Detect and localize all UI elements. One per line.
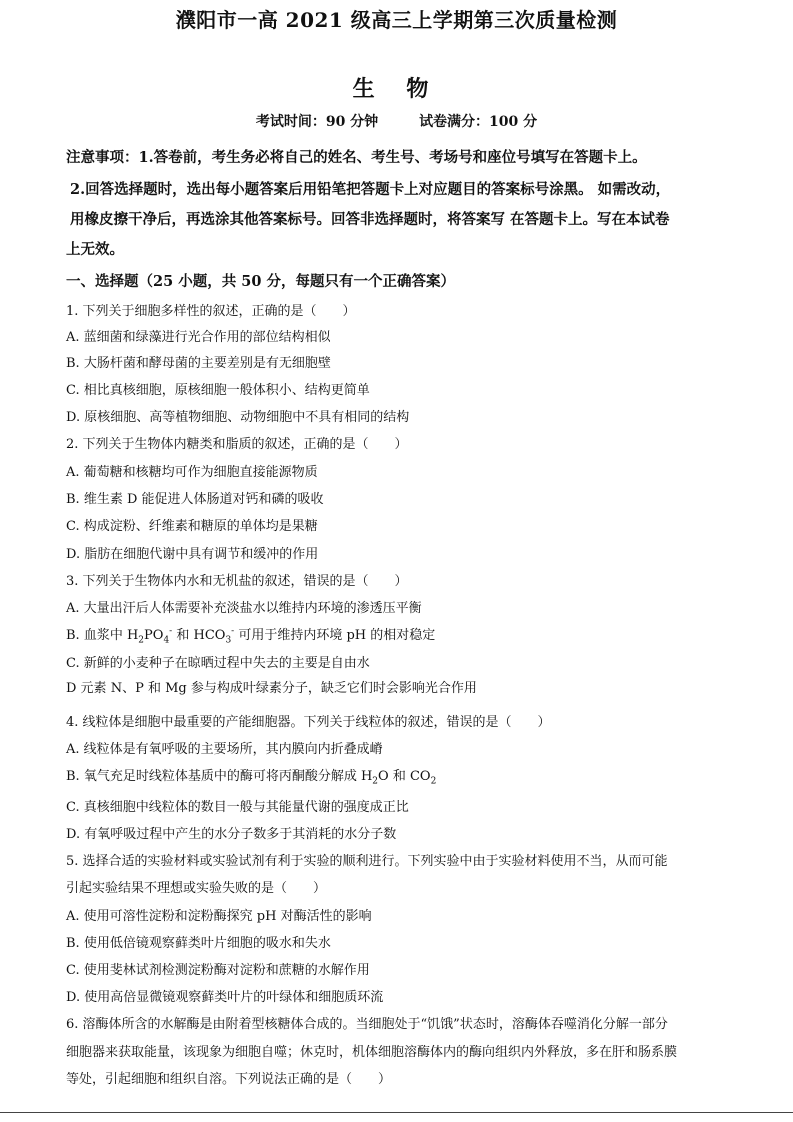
q1-option-c: C. 相比真核细胞，原核细胞一般体积小、结构更简单: [66, 383, 370, 398]
exam-title: 濮阳市一高 2021 级高三上学期第三次质量检测: [175, 8, 618, 32]
section-heading: 一、选择题（25 小题，共 50 分，每题只有一个正确答案）: [66, 273, 455, 290]
q4-option-a: A. 线粒体是有氧呼吸的主要场所，其内膜向内折叠成嵴: [66, 742, 383, 757]
q4-option-d: D. 有氧呼吸过程中产生的水分子数多于其消耗的水分子数: [66, 827, 397, 842]
q5-option-a: A. 使用可溶性淀粉和淀粉酶探究 pH 对酶活性的影响: [66, 909, 372, 924]
q1-option-a: A. 蓝细菌和绿藻进行光合作用的部位结构相似: [66, 330, 331, 345]
q4-stem: 4. 线粒体是细胞中最重要的产能细胞器。下列关于线粒体的叙述，错误的是（ ）: [66, 715, 551, 730]
exam-time: 考试时间：90 分钟: [255, 114, 379, 130]
q2-option-a: A. 葡萄糖和核糖均可作为细胞直接能源物质: [66, 465, 318, 480]
q2-option-d: D. 脂肪在细胞代谢中具有调节和缓冲的作用: [66, 547, 319, 562]
subject-title: 生 物: [352, 76, 441, 102]
q5-option-b: B. 使用低倍镜观察藓类叶片细胞的吸水和失水: [66, 936, 331, 951]
q5-stem-line-1: 5. 选择合适的实验材料或实验试剂有利于实验的顺利进行。下列实验中由于实验材料使用不当，从而可能: [66, 854, 668, 869]
q3-option-d: D 元素 N、P 和 Mg 参与构成叶绿素分子，缺乏它们时会影响光合作用: [66, 681, 477, 696]
q2-option-b: B. 维生素 D 能促进人体肠道对钙和磷的吸收: [66, 492, 324, 507]
page-bottom-rule: [0, 1112, 793, 1113]
q3-option-a: A. 大量出汗后人体需要补充淡盐水以维持内环境的渗透压平衡: [66, 601, 422, 616]
q6-stem-line-2: 细胞器来获取能量，该现象为细胞自噬；休克时，机体细胞溶酶体内的酶向组织内外释放，多在肝和肠系膜: [66, 1045, 678, 1060]
q4-option-b: B. 氧气充足时线粒体基质中的酶可将丙酮酸分解成 $H_2O$ 和 $CO_2$: [66, 769, 437, 787]
notice-line-4: 上无效。: [66, 241, 124, 258]
q3-stem: 3. 下列关于生物体内水和无机盐的叙述，错误的是（ ）: [66, 574, 408, 589]
q1-option-b: B. 大肠杆菌和酵母菌的主要差别是有无细胞壁: [66, 356, 331, 371]
q3-option-b: B. 血浆中 $H_2PO_4^-$ 和 $HCO_3^-$ 可用于维持内环境 pH 的相对稳定: [66, 626, 436, 646]
q5-option-c: C. 使用斐林试剂检测淀粉酶对淀粉和蔗糖的水解作用: [66, 963, 370, 978]
q2-option-c: C. 构成淀粉、纤维素和糖原的单体均是果糖: [66, 519, 318, 534]
q2-stem: 2. 下列关于生物体内糖类和脂质的叙述，正确的是（ ）: [66, 437, 408, 452]
q3-option-c: C. 新鲜的小麦种子在晾晒过程中失去的主要是自由水: [66, 656, 370, 671]
q6-stem-line-1: 6. 溶酶体所含的水解酶是由附着型核糖体合成的。当细胞处于“饥饿”状态时，溶酶体吞噬消化分解一部分: [66, 1017, 668, 1032]
exam-info: [0, 111, 793, 131]
q4-option-c: C. 真核细胞中线粒体的数目一般与其能量代谢的强度成正比: [66, 800, 409, 815]
notice-line-2: 2.回答选择题时，选出每小题答案后用铅笔把答题卡上对应题目的答案标号涂黑。 如需改动，: [70, 181, 671, 198]
q6-stem-line-3: 等处，引起细胞和组织自溶。下列说法正确的是（ ）: [66, 1072, 392, 1087]
q5-stem-line-2: 引起实验结果不理想或实验失败的是（ ）: [66, 881, 327, 896]
q1-option-d: D. 原核细胞、高等植物细胞、动物细胞中不具有相同的结构: [66, 410, 410, 425]
notice-line-1: 注意事项：1.答卷前，考生务必将自己的姓名、考生号、考场号和座位号填写在答题卡上。: [66, 149, 647, 166]
q5-option-d: D. 使用高倍显微镜观察藓类叶片的叶绿体和细胞质环流: [66, 990, 384, 1005]
notice-line-3: 用橡皮擦干净后，再选涂其他答案标号。回答非选择题时，将答案写 在答题卡上。写在本试卷: [70, 211, 670, 228]
q1-stem: 1. 下列关于细胞多样性的叙述，正确的是（ ）: [66, 304, 356, 319]
exam-score: 试卷满分：100 分: [419, 114, 538, 130]
